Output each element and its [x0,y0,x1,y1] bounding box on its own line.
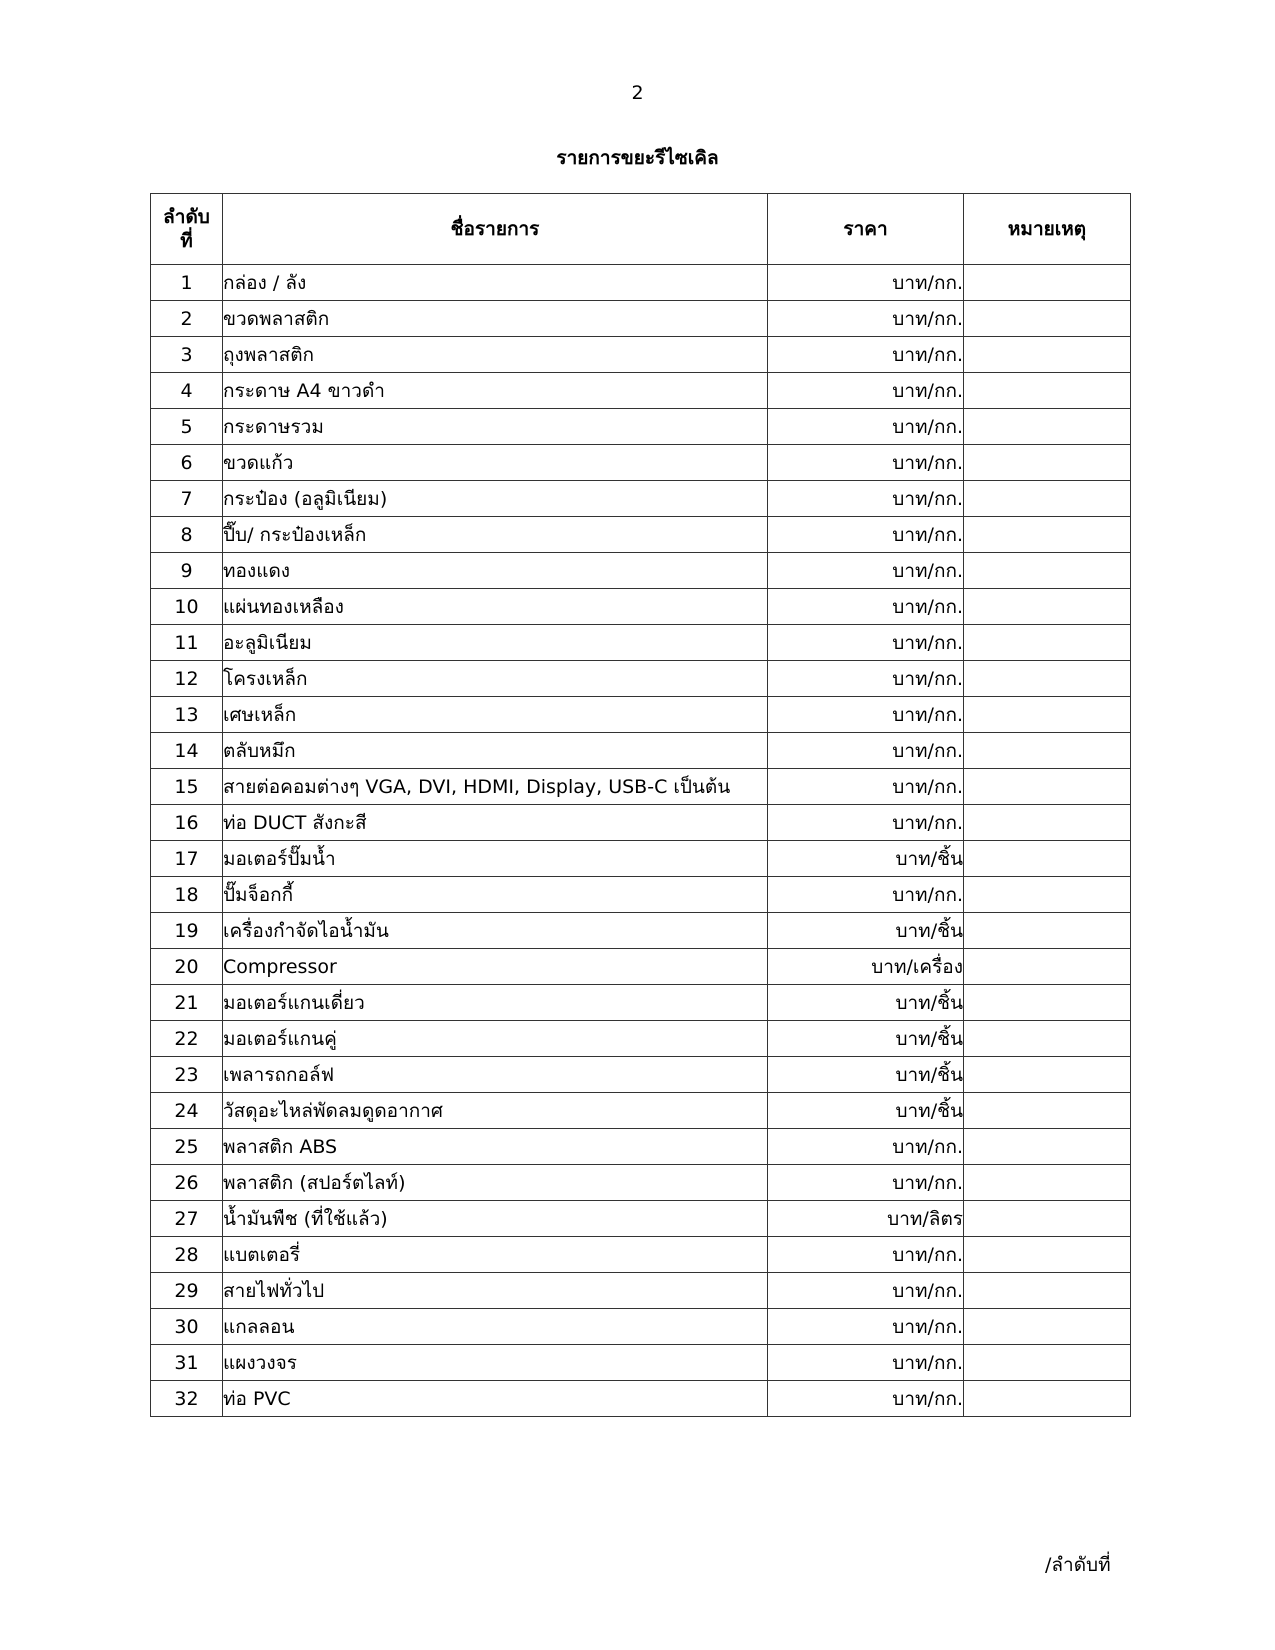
item-price: บาท/กก. [768,661,964,697]
row-number: 29 [151,1273,223,1309]
table-row [151,1309,1131,1345]
row-number: 24 [151,1093,223,1129]
item-remark [964,841,1131,877]
item-remark [964,1129,1131,1165]
item-remark [964,1165,1131,1201]
item-name: ปี๊บ/ กระป๋องเหล็ก [223,517,768,553]
row-number: 22 [151,1021,223,1057]
row-number: 2 [151,301,223,337]
row-number: 18 [151,877,223,913]
item-price: บาท/ชิ้น [768,1093,964,1129]
row-number: 3 [151,337,223,373]
item-name: มอเตอร์แกนคู่ [223,1021,768,1057]
item-remark [964,733,1131,769]
table-row [151,1093,1131,1129]
item-remark [964,985,1131,1021]
item-name: ถุงพลาสติก [223,337,768,373]
item-remark [964,265,1131,301]
table-row [151,301,1131,337]
item-price: บาท/กก. [768,409,964,445]
item-remark [964,589,1131,625]
item-remark [964,1273,1131,1309]
item-price: บาท/ชิ้น [768,841,964,877]
item-price: บาท/กก. [768,373,964,409]
item-name: กล่อง / ลัง [223,265,768,301]
item-name: เพลารถกอล์ฟ [223,1057,768,1093]
item-remark [964,877,1131,913]
row-number: 5 [151,409,223,445]
item-price: บาท/กก. [768,445,964,481]
row-number: 9 [151,553,223,589]
item-name: กระดาษรวม [223,409,768,445]
table-row [151,1201,1131,1237]
item-name: แบตเตอรี่ [223,1237,768,1273]
row-number: 12 [151,661,223,697]
row-number: 17 [151,841,223,877]
item-price: บาท/กก. [768,1309,964,1345]
item-name: มอเตอร์ปั๊มน้ำ [223,841,768,877]
item-remark [964,337,1131,373]
item-price: บาท/กก. [768,769,964,805]
item-name: ตลับหมึก [223,733,768,769]
item-remark [964,1309,1131,1345]
item-remark [964,913,1131,949]
header-no-line2: ที่ [180,230,193,252]
row-number: 25 [151,1129,223,1165]
item-price: บาท/กก. [768,1165,964,1201]
row-number: 19 [151,913,223,949]
recycle-items-table [150,193,1131,1417]
table-row [151,841,1131,877]
table-row [151,1021,1131,1057]
row-number: 4 [151,373,223,409]
table-body [151,265,1131,1417]
item-name: ขวดพลาสติก [223,301,768,337]
row-number: 13 [151,697,223,733]
table-row [151,625,1131,661]
item-price: บาท/ชิ้น [768,913,964,949]
item-name: สายต่อคอมต่างๆ VGA, DVI, HDMI, Display, USB-C เป็นต้น [223,769,768,805]
row-number: 11 [151,625,223,661]
item-name: พลาสติก ABS [223,1129,768,1165]
item-remark [964,949,1131,985]
header-remark: หมายเหตุ [964,194,1131,265]
table-row [151,481,1131,517]
item-name: มอเตอร์แกนเดี่ยว [223,985,768,1021]
item-price: บาท/กก. [768,589,964,625]
item-name: สายไฟทั่วไป [223,1273,768,1309]
item-price: บาท/กก. [768,1237,964,1273]
item-price: บาท/กก. [768,265,964,301]
item-remark [964,1021,1131,1057]
table-row [151,589,1131,625]
item-remark [964,1201,1131,1237]
item-name: ทองแดง [223,553,768,589]
item-name: กระป๋อง (อลูมิเนียม) [223,481,768,517]
document-title: รายการขยะรีไซเคิล [556,147,719,169]
item-name: โครงเหล็ก [223,661,768,697]
item-name: วัสดุอะไหล่พัดลมดูดอากาศ [223,1093,768,1129]
table-row [151,1129,1131,1165]
item-price: บาท/กก. [768,877,964,913]
item-remark [964,805,1131,841]
row-number: 7 [151,481,223,517]
item-price: บาท/กก. [768,625,964,661]
table-header-row [151,194,1131,265]
item-price: บาท/กก. [768,553,964,589]
row-number: 28 [151,1237,223,1273]
item-name: ท่อ PVC [223,1381,768,1417]
item-name: ขวดแก้ว [223,445,768,481]
row-number: 1 [151,265,223,301]
row-number: 30 [151,1309,223,1345]
table-row [151,553,1131,589]
item-remark [964,661,1131,697]
table-row [151,985,1131,1021]
item-name: น้ำมันพืช (ที่ใช้แล้ว) [223,1201,768,1237]
item-remark [964,1057,1131,1093]
header-no [151,194,223,265]
item-price: บาท/ชิ้น [768,1021,964,1057]
header-name: ชื่อรายการ [223,194,768,265]
item-remark [964,625,1131,661]
item-price: บาท/กก. [768,1345,964,1381]
item-remark [964,553,1131,589]
item-remark [964,769,1131,805]
table-row [151,733,1131,769]
item-price: บาท/ลิตร [768,1201,964,1237]
item-name: แกลลอน [223,1309,768,1345]
table-row [151,373,1131,409]
item-remark [964,301,1131,337]
table-row [151,1345,1131,1381]
item-name: พลาสติก (สปอร์ตไลท์) [223,1165,768,1201]
item-name: กระดาษ A4 ขาวดำ [223,373,768,409]
item-price: บาท/กก. [768,337,964,373]
item-price: บาท/กก. [768,301,964,337]
header-no-line1: ลำดับ [163,206,210,228]
table-row [151,1381,1131,1417]
row-number: 16 [151,805,223,841]
item-name: ปั๊มจ็อกกี้ [223,877,768,913]
table-row [151,1165,1131,1201]
table-row [151,877,1131,913]
table-row [151,517,1131,553]
row-number: 15 [151,769,223,805]
row-number: 20 [151,949,223,985]
row-number: 27 [151,1201,223,1237]
item-remark [964,1345,1131,1381]
item-remark [964,1093,1131,1129]
item-remark [964,697,1131,733]
item-price: บาท/ชิ้น [768,985,964,1021]
item-price: บาท/กก. [768,1129,964,1165]
item-price: บาท/กก. [768,1381,964,1417]
table-row [151,409,1131,445]
item-remark [964,445,1131,481]
row-number: 6 [151,445,223,481]
item-name: แผ่นทองเหลือง [223,589,768,625]
item-name: เศษเหล็ก [223,697,768,733]
row-number: 21 [151,985,223,1021]
table-row [151,1057,1131,1093]
item-remark [964,1237,1131,1273]
table-row [151,805,1131,841]
item-price: บาท/กก. [768,1273,964,1309]
table-row [151,661,1131,697]
row-number: 32 [151,1381,223,1417]
header-price: ราคา [768,194,964,265]
table-row [151,1237,1131,1273]
item-price: บาท/กก. [768,481,964,517]
item-price: บาท/เครื่อง [768,949,964,985]
item-remark [964,409,1131,445]
row-number: 8 [151,517,223,553]
item-remark [964,481,1131,517]
item-price: บาท/กก. [768,805,964,841]
item-remark [964,373,1131,409]
item-remark [964,1381,1131,1417]
row-number: 14 [151,733,223,769]
item-price: บาท/กก. [768,733,964,769]
table-row [151,769,1131,805]
table-row [151,337,1131,373]
continuation-note: /ลำดับที่ [1045,1554,1111,1576]
row-number: 23 [151,1057,223,1093]
table-row [151,1273,1131,1309]
item-price: บาท/กก. [768,697,964,733]
row-number: 26 [151,1165,223,1201]
item-name: อะลูมิเนียม [223,625,768,661]
row-number: 31 [151,1345,223,1381]
page-number: 2 [631,82,644,104]
row-number: 10 [151,589,223,625]
item-name: Compressor [223,949,768,985]
table-row [151,913,1131,949]
table-row [151,697,1131,733]
item-price: บาท/กก. [768,517,964,553]
table-row [151,265,1131,301]
table-row [151,949,1131,985]
item-name: แผงวงจร [223,1345,768,1381]
table-row [151,445,1131,481]
item-name: เครื่องกำจัดไอน้ำมัน [223,913,768,949]
item-remark [964,517,1131,553]
item-price: บาท/ชิ้น [768,1057,964,1093]
item-name: ท่อ DUCT สังกะสี [223,805,768,841]
